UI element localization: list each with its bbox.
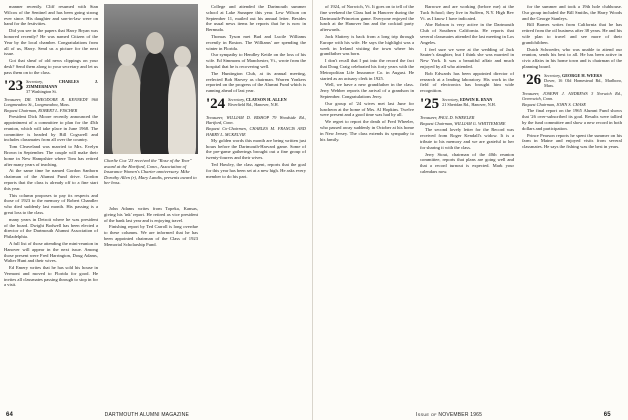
class-officers: Secretary, CLAYSON H. ALLEN Riverfield Rd., Hanover, N.H. xyxy=(228,96,287,107)
page-number: 65 xyxy=(603,412,611,418)
paragraph: Abe Robson is very active in the Dartmouth Club of Southern California. He reports that several classmates attended the last meeting in Los Angeles. xyxy=(420,22,514,45)
class-officers-detail: Treasurer, JOSEPH J. ANDREWS 3 Norwich Rd., Greenwich, Conn. xyxy=(522,90,622,101)
paragraph: Our group of '24 wives met last June for luncheon at the home of Mrs. Al Hopkins. Twelve were present and a good time was had by all. xyxy=(320,100,414,118)
photo-figure-head xyxy=(118,44,136,66)
class-1925-header xyxy=(420,97,514,112)
left-column-3 xyxy=(206,4,306,409)
left-page xyxy=(0,0,313,420)
paragraph: Barrowe and are working (before me) at the Tuck School; they live in Suffern, N.Y. High Rev Vt. as I know I have indicated. xyxy=(420,4,514,21)
class-officers: Secretary, GEORGE H. WEEKS Dover, 16 Old Homestead Rd., Marlboro, Mass. xyxy=(544,72,622,88)
class-year: '24 xyxy=(206,95,226,112)
issue-date: Issue of NOVEMBER 1965 xyxy=(416,412,483,418)
paragraph: Jack Slattery is back from a long trip through Europe with his wife. He says the highlight was a week in Ireland visiting the town where his grandfather was born. xyxy=(320,33,414,57)
photo-figure xyxy=(168,66,196,154)
photo-figure xyxy=(112,64,142,154)
class-1926-header xyxy=(522,73,622,88)
paragraph: Prince Pearson reports he spent the summer on his farm in Maine and enjoyed visits from several classmates. He says the fishing was the best in years. xyxy=(522,132,622,150)
bequest-chairman: Bequest Chairman, JOHN S. CHASE xyxy=(522,102,586,108)
paragraph: I feel sure we were at the wedding of Jack Sauter's daughter, but I think she was married in New York. It was a beautiful affair and much enjoyed by all who attended. xyxy=(420,46,514,69)
paragraph: Thomas Tyson met Bud and Lucile Williams recently in Boston. The Williams' are spending the winter in Florida. xyxy=(206,33,306,51)
paragraph: manner recently. Cliff resumed with Stan Wilcox of the Sentinel and has been going strong ever since. His daughter and son-in-law were on hand for the festivities. xyxy=(4,4,98,27)
paragraph: The second lovely letter for the Record was received from Roger Kendall's widow. It is a tribute to his memory and we are grateful to her for sharing it with the class. xyxy=(420,127,514,150)
right-column-2 xyxy=(420,4,514,409)
class-year: '25 xyxy=(420,95,440,112)
paragraph: for the summer and took a 19th hole clubhouse. Our group included the Bill Smiths, the Harry Woods and the George Stanleys. xyxy=(522,4,622,21)
class-year: '23 xyxy=(4,77,24,94)
bequest-chairman: Bequest Co-Chairmen, CHARLES M. FRANCIS AND HARRY L. MCKELVIE xyxy=(206,126,306,137)
paragraph: At the same time he named Gordon Sanborn chairman of the Alumni Fund drive. Gordon reports that the class is already off to a fine start this year. xyxy=(4,168,98,191)
bequest-chairman: Bequest Chairman, ROBERT L. FISCHER xyxy=(4,107,78,113)
class-1924-header xyxy=(206,97,306,112)
photo-figure-head xyxy=(146,32,164,54)
class-officers-detail: Treasurer, DR. THEODORE R. KENNEDY 960 Longmeadow St., Longmeadow, Mass. xyxy=(4,96,98,107)
paragraph: A full list of those attending the mini-reunion in Hanover will appear in the next issue. Among those present were Fred Harrington, Doug Adams, Walter Hunt and their wives. xyxy=(4,240,98,264)
photo-figure xyxy=(140,52,170,154)
paragraph: Bob Edwards has been appointed director of research at a leading laboratory. His work in the field of electronics has brought him wide recognition. xyxy=(420,70,514,94)
right-folio xyxy=(416,412,611,418)
right-page xyxy=(316,0,628,420)
paragraph: The Huntington Club, at its annual meeting, reelected Bob Harvey as chairman. Warren Yonkers reported on the progress of the Alumni Fund which is running ahead of last year. xyxy=(206,70,306,94)
paragraph: Finishing report by Ted Carroll is long overdue to these columns. We are informed that he has been appointed chairman of the Class of 1923 Memorial Scholarship Fund. xyxy=(104,224,198,247)
paragraph: I don't recall that I put into the record the fact that Doug Craig celebrated his forty years with the Metropolitan Life Insurance Co. in August. He started as an actuary clerk in 1925. xyxy=(320,58,414,81)
class-officers-detail: Treasurer, WILLIAM D. BISHOP 79 Woodside Rd., Hartford, Conn. xyxy=(206,114,306,126)
right-column-3 xyxy=(522,4,622,409)
photo-figure-head xyxy=(174,46,191,67)
class-officers-detail: Treasurer, PAUL D. WHEELER xyxy=(420,114,475,120)
left-column-2-lower xyxy=(104,206,198,406)
paragraph: Dutch Schroeder, who was unable to attend our reunion, sends his best to all. He has been active in civic affairs in his home town and is chairman of the planning board. xyxy=(522,46,622,69)
class-officers: Secretary, EDWIN R. RYAN 21 Sheridan Rd., Hanover, N.H. xyxy=(442,96,496,107)
class-1923-header xyxy=(4,79,98,94)
paragraph: Ed Emery writes that he has sold his house in Vermont and moved to Florida for good. He invites all classmates passing through to stop in for a visit. xyxy=(4,265,98,288)
paragraph: Our sympathy to Hendley Kettle on the loss of his wife. Ed Simmons of Manchester, Vt., wrote from the hospital that he is recovering well. xyxy=(206,52,306,69)
paragraph: Jerry Stout, chairman of the 40th reunion committee, reports that plans are going well and that a record turnout is expected. Mark your calendars now. xyxy=(420,151,514,174)
paragraph: We regret to report the death of Fred Wheeler, who passed away suddenly in October at his home in New Jersey. The class extends its sympathy to his family. xyxy=(320,119,414,142)
class-photo xyxy=(104,4,198,154)
left-column-1 xyxy=(4,4,98,289)
paragraph: many years in Detroit where he was president of the board. Dwight Bodwell has been elected a director of the Dartmouth Alumni Association of Philadelphia. xyxy=(4,216,98,240)
magazine-name: DARTMOUTH ALUMNI MAGAZINE xyxy=(104,412,190,418)
paragraph: Bill Barnes writes from California that he has retired from the oil business after 38 years. He and his wife plan to travel and see more of their grandchildren. xyxy=(522,22,622,45)
paragraph: Did you see in the papers that Harry Bryan was honored recently? He was named Citizen of the Year by the local chamber. Congratulations from all of us, Harry. Send us a picture for the next issue. xyxy=(4,28,98,57)
paragraph: Got that sheaf of old news clippings on your desk? Send them along to your secretary and let us pass them on to the class. xyxy=(4,58,98,75)
paragraph: John Adams writes from Topeka, Kansas, giving his 'ink' report. He retired as vice president of the bank last year and is enjoying travel. xyxy=(104,206,198,223)
paragraph: Ted Hawley, the class agent, reports that the goal for this year has been set at a new high. He asks every member to do his part. xyxy=(206,161,306,179)
right-column-1 xyxy=(320,4,414,409)
paragraph: President Dick Moore recently announced the appointment of a committee to plan for the 45th reunion, which will take place in June 1968. The committee is headed by Bill Cogswell and includes classmates from all over the country. xyxy=(4,114,98,143)
paragraph: Tom Cleaveland was married to Mrs. Evelyn Brown in September. The couple will make their home in New Hampshire where Tom has retired after many years of teaching. xyxy=(4,144,98,167)
photo-caption: Charlie Cox '23 received the "Rose of the Year" award at the Hartford, Conn., Association of Insurance Women's Charter anniversary. Mike Dorothy Allen (r), Mary Landis, presents award to her boss. xyxy=(104,158,197,186)
left-folio xyxy=(6,412,189,418)
paragraph: This column proposes to pay its respects and those of 1923 to the memory of Robert Chandler who died suddenly last month. His passing is a great loss to the class. xyxy=(4,192,98,215)
paragraph: My golden words this month are being written just hours before the Dartmouth-Harvard game. Some of the pre-game gatherings brought out a fine group of twenty-fourers and their wives. xyxy=(206,137,306,161)
class-year: '26 xyxy=(522,71,542,88)
bequest-chairman: Bequest Chairman, WILLIAM G. WHITTEMORE xyxy=(420,121,506,127)
paragraph: Well, we have a new grandfather in the class. Jerry Webber reports the arrival of a grandson in September. Congratulations Jerry. xyxy=(320,82,414,99)
page-number: 64 xyxy=(6,412,14,418)
class-officers: Secretary, CHARLES J. ZIMMERMANN 37 Washington St. xyxy=(26,78,98,94)
paragraph: College and attended the Dartmouth summer school at Lake Sunapee this year. Lew Wilson on September 11, mailed out his annual letter. Besides the usual news items he reports that he is now in Bermuda. xyxy=(206,4,306,33)
paragraph: of 1924, of Norwich, Vt. It goes on to tell of the fine weekend the Class had in Hanover during the Dartmouth-Princeton game. Everyone enjoyed the lunch at the Hanover Inn and the cocktail party afterwards. xyxy=(320,4,414,33)
paragraph: The final report on the 1965 Alumni Fund shows that '26 over-subscribed its goal. Results were tallied by the fund committee and show a new record in both dollars and participation. xyxy=(522,108,622,131)
